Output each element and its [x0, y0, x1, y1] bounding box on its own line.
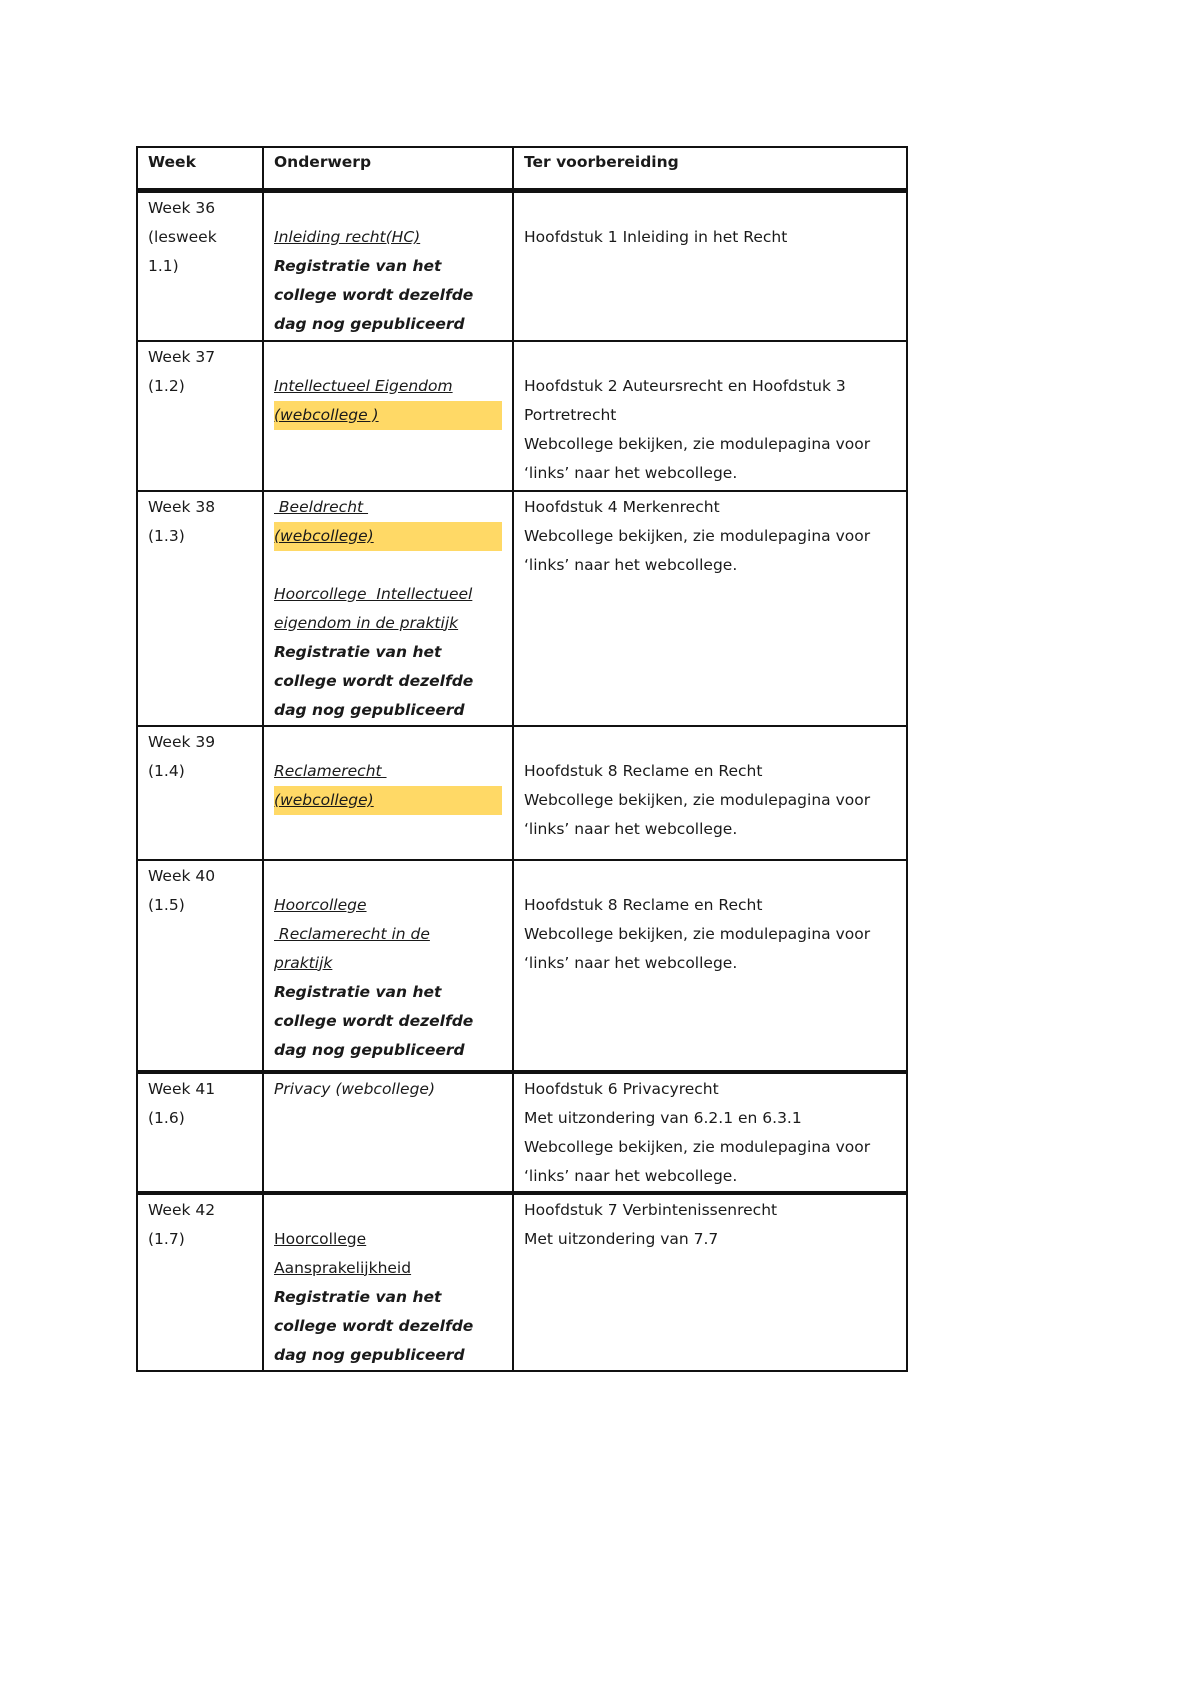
webcollege-highlight: (webcollege)	[274, 522, 502, 551]
registration-note: Registratie van het college wordt dezelfde dag nog gepubliceerd	[274, 257, 474, 333]
table-row	[137, 726, 907, 860]
prep-cell	[513, 491, 907, 726]
webcollege-highlight: (webcollege)	[274, 786, 502, 815]
prep-line: ‘links’ naar het webcollege.	[524, 953, 738, 972]
week-cell	[137, 191, 263, 341]
topic-cell	[263, 1193, 513, 1371]
prep-cell	[513, 341, 907, 491]
week-label: Week 38	[148, 497, 216, 516]
prep-line: Hoofdstuk 6 Privacyrecht	[524, 1079, 719, 1098]
header-topic: Onderwerp	[263, 147, 513, 191]
table-header	[137, 147, 907, 191]
week-code-cont: 1.1)	[148, 257, 179, 275]
prep-line: Hoofdstuk 8 Reclame en Recht	[524, 895, 763, 914]
prep-line: Hoofdstuk 2 Auteursrecht en Hoofdstuk 3	[524, 376, 846, 395]
registration-note: Registratie van het college wordt dezelfde dag nog gepubliceerd	[274, 1287, 474, 1364]
lecture-title-cont: Aansprakelijkheid	[274, 1258, 412, 1277]
prep-line: ‘links’ naar het webcollege.	[524, 555, 738, 574]
prep-line: Portretrecht	[524, 405, 617, 424]
topic-cell	[263, 491, 513, 726]
week-code: (1.6)	[148, 1108, 185, 1127]
week-label: Week 39	[148, 732, 216, 751]
lecture-title: Hoorcollege Intellectueel	[274, 584, 473, 603]
week-code: (1.2)	[148, 376, 185, 395]
prep-cell	[513, 726, 907, 860]
header-week: Week	[137, 147, 263, 191]
topic-cell	[263, 191, 513, 341]
topic-cell	[263, 726, 513, 860]
topic-title: Reclamerecht	[274, 761, 387, 780]
prep-line: Met uitzondering van 7.7	[524, 1229, 719, 1248]
registration-note: Registratie van het college wordt dezelfde dag nog gepubliceerd	[274, 982, 474, 1059]
topic-cell	[263, 860, 513, 1072]
table-row	[137, 1193, 907, 1371]
week-code: (1.4)	[148, 761, 185, 780]
prep-cell	[513, 1193, 907, 1371]
lecture-title: Hoorcollege	[274, 895, 367, 914]
topic-title: Privacy (webcollege)	[274, 1079, 435, 1098]
prep-line: Hoofdstuk 1 Inleiding in het Recht	[524, 228, 788, 246]
registration-note: Registratie van het college wordt dezelfde dag nog gepubliceerd	[274, 642, 474, 719]
prep-line: Webcollege bekijken, zie modulepagina voor	[524, 434, 871, 453]
lecture-title-cont: praktijk	[274, 953, 333, 972]
prep-line: Hoofdstuk 8 Reclame en Recht	[524, 761, 763, 780]
webcollege-highlight: (webcollege )	[274, 401, 502, 430]
prep-line: Webcollege bekijken, zie modulepagina voor	[524, 1137, 871, 1156]
prep-cell	[513, 1072, 907, 1193]
table-row	[137, 191, 907, 341]
lecture-title-cont: Reclamerecht in de	[274, 924, 430, 943]
week-label: Week 40	[148, 866, 216, 885]
week-label: Week 37	[148, 347, 216, 366]
topic-cell	[263, 1072, 513, 1193]
week-code: (1.3)	[148, 526, 185, 545]
prep-line: Hoofdstuk 4 Merkenrecht	[524, 497, 720, 516]
topic-title: Intellectueel Eigendom	[274, 376, 453, 395]
prep-cell	[513, 860, 907, 1072]
week-cell	[137, 1193, 263, 1371]
topic-cell	[263, 341, 513, 491]
prep-line: Hoofdstuk 7 Verbintenissenrecht	[524, 1200, 778, 1219]
week-cell	[137, 726, 263, 860]
topic-title: Inleiding recht(HC)	[274, 228, 421, 246]
week-label: Week 41	[148, 1079, 216, 1098]
prep-line: Webcollege bekijken, zie modulepagina voor	[524, 526, 871, 545]
prep-line: Webcollege bekijken, zie modulepagina voor	[524, 790, 871, 809]
week-label: Week 36	[148, 199, 216, 217]
prep-line: ‘links’ naar het webcollege.	[524, 1166, 738, 1185]
prep-cell	[513, 191, 907, 341]
week-code: (lesweek	[148, 228, 217, 246]
prep-line: Met uitzondering van 6.2.1 en 6.3.1	[524, 1108, 802, 1127]
prep-line: ‘links’ naar het webcollege.	[524, 463, 738, 482]
table-row	[137, 491, 907, 726]
week-cell	[137, 860, 263, 1072]
topic-title: Beeldrecht	[274, 497, 369, 516]
week-label: Week 42	[148, 1200, 216, 1219]
week-cell	[137, 1072, 263, 1193]
lecture-title-cont: eigendom in de praktijk	[274, 613, 459, 632]
header-prep: Ter voorbereiding	[513, 147, 907, 191]
schedule-table	[136, 146, 908, 1372]
lecture-title: Hoorcollege	[274, 1229, 367, 1248]
table-row	[137, 341, 907, 491]
prep-line: ‘links’ naar het webcollege.	[524, 819, 738, 838]
table-row	[137, 1072, 907, 1193]
table-row	[137, 860, 907, 1072]
prep-line: Webcollege bekijken, zie modulepagina voor	[524, 924, 871, 943]
week-cell	[137, 491, 263, 726]
week-code: (1.7)	[148, 1229, 185, 1248]
week-cell	[137, 341, 263, 491]
week-code: (1.5)	[148, 895, 185, 914]
